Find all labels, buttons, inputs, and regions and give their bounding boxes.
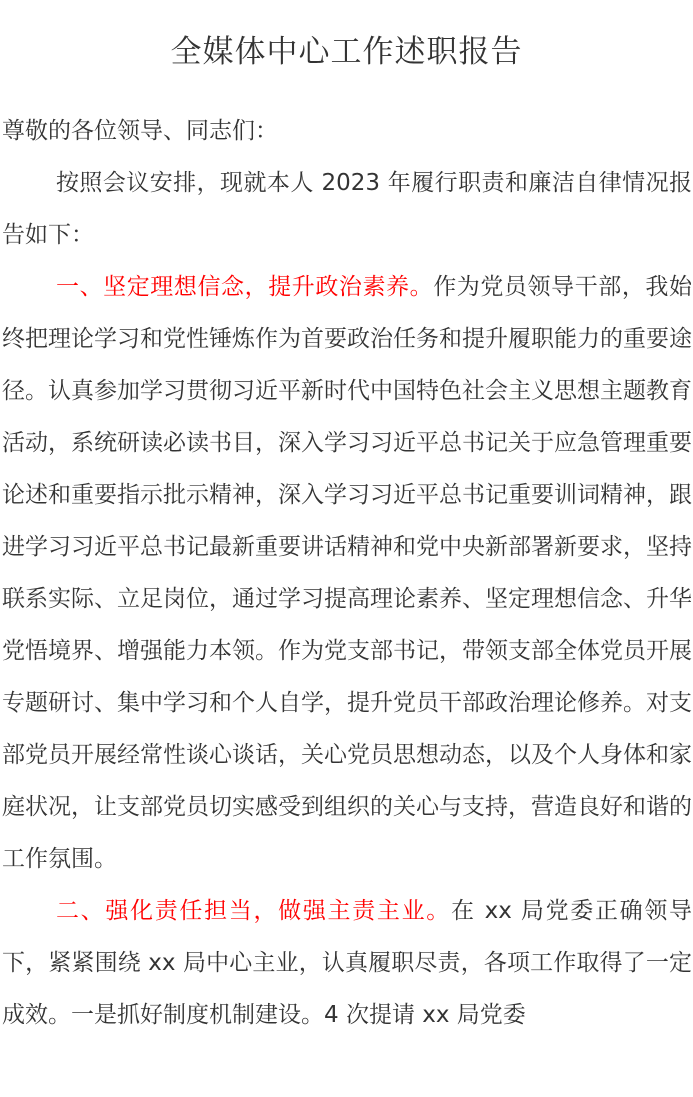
section-1-paragraph <box>2 261 692 885</box>
document-body <box>2 105 692 1041</box>
document-title: 全媒体中心工作述职报告 <box>170 34 523 70</box>
section-2-text: 在 xx 局党委正确领导下，紧紧围绕 xx 局中心主业，认真履职尽责，各项工作取得了一定成效。一是抓好制度机制建设。4 次提请 xx 局党委 <box>2 898 692 1028</box>
section-1-text: 作为党员领导干部，我始终把理论学习和党性锤炼作为首要政治任务和提升履职能力的重要途径。认真参加学习贯彻习近平新时代中国特色社会主义思想主题教育活动，系统研读必读书目，深入学习习近平总书记关于应急管理重要论述和重要指示批示精神，深入学习习近平总书记重要训词精神，跟进学习习近平总书记最新重要讲话精神和党中央新部署新要求，坚持联系实际、立足岗位，通过学习提高理论素养、坚定理想信念、升华党悟境界、增强能力本领。作为党支部书记，带领支部全体党员开展专题研讨、集中学习和个人自学，提升党员干部政治理论修养。对支部党员开展经常性谈心谈话，关心党员思想动态，以及个人身体和家庭状况，让支部党员切实感受到组织的关心与支持，营造良好和谐的工作氛围。 <box>2 274 693 872</box>
section-1-heading: 一、坚定理想信念，提升政治素养。 <box>56 274 434 300</box>
intro-paragraph: 按照会议安排，现就本人 2023 年履行职责和廉洁自律情况报告如下： <box>2 170 692 248</box>
salutation: 尊敬的各位领导、同志们： <box>2 118 278 144</box>
section-2-paragraph <box>2 885 692 1041</box>
section-2-heading: 二、强化责任担当，做强主责主业。 <box>56 898 451 924</box>
